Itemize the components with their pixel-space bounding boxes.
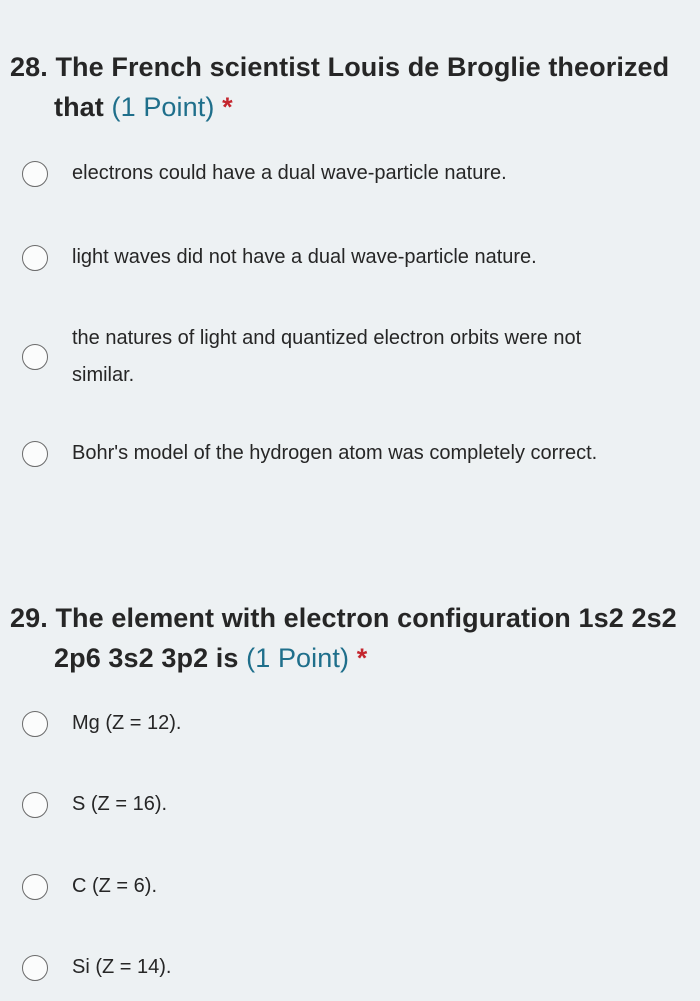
question-29 — [10, 598, 690, 678]
option-28-b[interactable] — [22, 239, 632, 276]
question-text-line1: The element with electron configuration 1s2 2s2 — [55, 603, 677, 633]
question-number: 29. — [10, 603, 48, 633]
required-marker: * — [356, 643, 368, 673]
question-text-line2: 2p6 3s2 3p2 is — [54, 643, 239, 673]
option-label: Bohr's model of the hydrogen atom was completely correct. — [72, 442, 598, 464]
option-label: the natures of light and quantized electron orbits were not similar. — [72, 327, 582, 386]
question-text-line1: The French scientist Louis de Broglie theorized — [55, 52, 670, 82]
option-label: C (Z = 6). — [72, 875, 158, 897]
option-label: Si (Z = 14). — [72, 956, 172, 978]
points-label: (1 Point) — [246, 643, 350, 673]
option-29-a[interactable] — [22, 705, 632, 742]
radio-button[interactable] — [22, 245, 48, 271]
points-label: (1 Point) — [111, 92, 215, 122]
question-28 — [10, 47, 690, 127]
question-text-line2: that — [54, 92, 104, 122]
option-29-b[interactable] — [22, 786, 632, 823]
option-28-d[interactable] — [22, 435, 632, 472]
option-29-d[interactable] — [22, 949, 632, 986]
option-label: light waves did not have a dual wave-particle nature. — [72, 246, 537, 268]
option-label: electrons could have a dual wave-particle nature. — [72, 162, 507, 184]
radio-button[interactable] — [22, 441, 48, 467]
option-28-a[interactable] — [22, 155, 632, 192]
radio-button[interactable] — [22, 161, 48, 187]
option-28-c[interactable] — [22, 320, 592, 394]
radio-button[interactable] — [22, 955, 48, 981]
option-label: S (Z = 16). — [72, 793, 168, 815]
question-title — [10, 47, 690, 127]
radio-button[interactable] — [22, 874, 48, 900]
radio-button[interactable] — [22, 344, 48, 370]
radio-button[interactable] — [22, 792, 48, 818]
option-29-c[interactable] — [22, 868, 632, 905]
question-number: 28. — [10, 52, 48, 82]
radio-button[interactable] — [22, 711, 48, 737]
required-marker: * — [222, 92, 233, 122]
option-label: Mg (Z = 12). — [72, 712, 182, 734]
question-title — [10, 598, 690, 678]
